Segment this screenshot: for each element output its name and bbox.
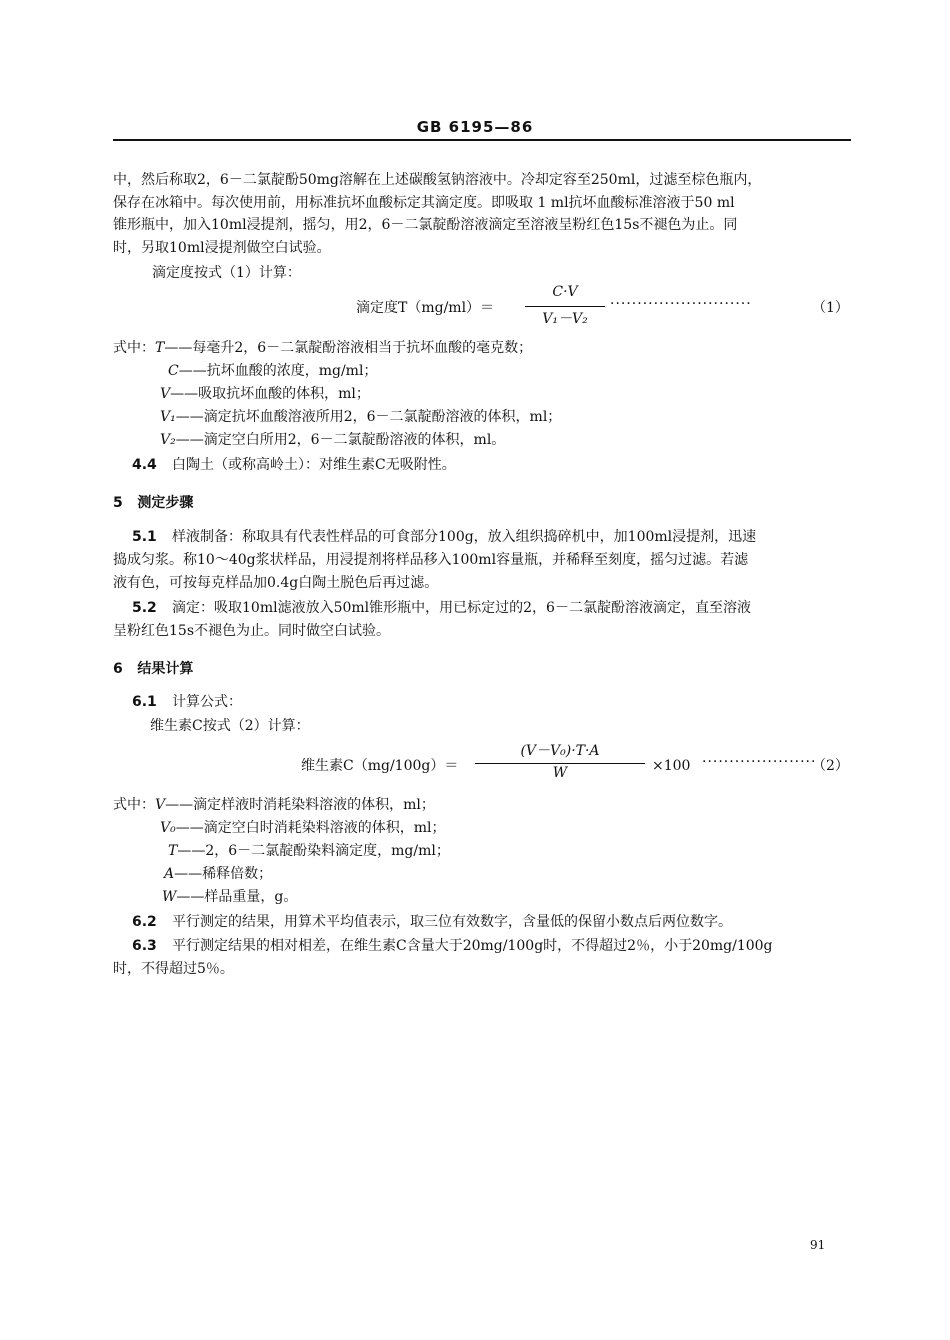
- definition-row: [160, 407, 561, 427]
- clause-number: 6.3: [132, 938, 157, 954]
- formula1-lhs: 滴定度T（mg/ml）＝: [356, 300, 495, 316]
- definition-text: ——滴定空白所用2，6－二氯靛酚溶液的体积，ml。: [175, 432, 506, 448]
- definition-row: [160, 384, 370, 404]
- clause-line: 捣成匀浆。称10～40g浆状样品，用浸提剂将样品移入100ml容量瓶，并稀释至刻度，摇匀过滤。若滤: [113, 552, 749, 568]
- formula2-numerator: (V－V₀)·T·A: [520, 743, 600, 759]
- definition-symbol: V: [155, 797, 166, 813]
- clause-text: 平行测定结果的相对相差，在维生素C含量大于20mg/100g时，不得超过2％，小于20mg/100g: [172, 938, 773, 954]
- definition-symbol: T: [168, 843, 178, 859]
- formula2-multiplier: ×100: [652, 758, 691, 774]
- definition-text: ——滴定样液时消耗染料溶液的体积，ml；: [165, 797, 435, 813]
- para-line: 时，另取10ml浸提剂做空白试验。: [113, 240, 331, 256]
- page-number: 91: [810, 1238, 826, 1252]
- definition-symbol: V₀: [160, 820, 176, 836]
- formula1-fraction: [525, 284, 605, 330]
- section-6-heading: [113, 659, 193, 679]
- formula2-lhs: 维生素C（mg/100g）＝: [301, 758, 459, 774]
- clause-6-2: [132, 912, 732, 932]
- section-5-heading: [113, 493, 193, 513]
- section-number: 5: [113, 495, 123, 511]
- section-title: 结果计算: [137, 661, 194, 677]
- definition-symbol: V₁: [160, 409, 176, 425]
- clause-number: 5.1: [132, 529, 157, 545]
- para-line: 保存在冰箱中。每次使用前，用标准抗坏血酸标定其滴定度。即吸取 1 ml抗坏血酸标准溶液于50 ml: [113, 195, 735, 211]
- definition-prefix: 式中：: [113, 340, 155, 356]
- definition-symbol: C: [168, 363, 179, 379]
- definition-text: ——吸取抗坏血酸的体积，ml；: [170, 386, 370, 402]
- clause-6-3: [132, 936, 773, 956]
- clause-line: 呈粉红色15s不褪色为止。同时做空白试验。: [113, 623, 390, 639]
- definition-row: [168, 361, 377, 381]
- definition-symbol: V: [160, 386, 171, 402]
- para-line: 中，然后称取2，6－二氯靛酚50mg溶解在上述碳酸氢钠溶液中。冷却定容至250ml，过滤至棕色瓶内，: [113, 172, 762, 188]
- definition-symbol: V₂: [160, 432, 176, 448]
- formula1-label: （1）: [812, 300, 849, 316]
- formula2-fraction: [475, 740, 675, 788]
- clause-text: 样液制备：称取具有代表性样品的可食部分100g，放入组织捣碎机中，加100ml浸提剂，迅速: [172, 529, 757, 545]
- fraction-bar: [525, 306, 605, 307]
- standard-header: GB 6195—86: [416, 118, 534, 136]
- formula1-denominator: V₁－V₂: [542, 311, 588, 327]
- definition-text: ——每毫升2，6－二氯靛酚溶液相当于抗坏血酸的毫克数；: [164, 340, 533, 356]
- clause-number: 6.1: [132, 694, 157, 710]
- formula2-leader: ·····················: [702, 754, 817, 770]
- clause-5-2: [132, 598, 751, 618]
- definition-row: [113, 338, 532, 358]
- formula1-numerator: C·V: [552, 284, 578, 300]
- definition-text: ——2，6－二氯靛酚染料滴定度，mg/ml；: [177, 843, 450, 859]
- definition-row: [164, 864, 272, 884]
- section-title: 测定步骤: [137, 495, 194, 511]
- vc-intro: 维生素C按式（2）计算：: [150, 718, 310, 734]
- clause-text: 计算公式：: [172, 694, 242, 710]
- header-rule: [113, 139, 851, 141]
- definition-row: [162, 887, 297, 907]
- definition-row: [160, 818, 446, 838]
- section-number: 6: [113, 661, 123, 677]
- fraction-bar: [475, 763, 645, 764]
- clause-line: 时，不得超过5％。: [113, 961, 234, 977]
- definition-text: ——样品重量，g。: [176, 889, 298, 905]
- definition-text: ——抗坏血酸的浓度，mg/ml；: [178, 363, 378, 379]
- clause-5-1: [132, 527, 756, 547]
- titration-intro: 滴定度按式（1）计算：: [152, 265, 301, 281]
- definition-symbol: T: [155, 340, 165, 356]
- definition-row: [160, 430, 505, 450]
- clause-number: 4.4: [132, 457, 157, 473]
- clause-number: 6.2: [132, 914, 157, 930]
- definition-row: [113, 795, 435, 815]
- clause-text: 滴定：吸取10ml滤液放入50ml锥形瓶中，用已标定过的2，6－二氯靛酚溶液滴定，直至溶液: [172, 600, 751, 616]
- definition-prefix: 式中：: [113, 797, 155, 813]
- clause-text: 平行测定的结果，用算术平均值表示，取三位有效数字，含量低的保留小数点后两位数字。: [172, 914, 732, 930]
- definition-text: ——滴定抗坏血酸溶液所用2，6－二氯靛酚溶液的体积，ml；: [175, 409, 562, 425]
- clause-line: 液有色，可按每克样品加0.4g白陶土脱色后再过滤。: [113, 575, 439, 591]
- definition-row: [168, 841, 450, 861]
- formula1-leader: ··························: [610, 296, 752, 312]
- clause-4-4: [132, 455, 456, 475]
- formula2-label: （2）: [812, 758, 849, 774]
- formula2-denominator: W: [552, 765, 568, 781]
- para-line: 锥形瓶中，加入10ml浸提剂，摇匀，用2，6－二氯靛酚溶液滴定至溶液呈粉红色15s不褪色为止。同: [113, 217, 738, 233]
- definition-symbol: A: [164, 866, 175, 882]
- definition-text: ——滴定空白时消耗染料溶液的体积，ml；: [175, 820, 446, 836]
- clause-6-1: [132, 692, 242, 712]
- definition-symbol: W: [162, 889, 177, 905]
- clause-number: 5.2: [132, 600, 157, 616]
- clause-text: 白陶土（或称高岭土）：对维生素C无吸附性。: [172, 457, 456, 473]
- definition-text: ——稀释倍数；: [174, 866, 273, 882]
